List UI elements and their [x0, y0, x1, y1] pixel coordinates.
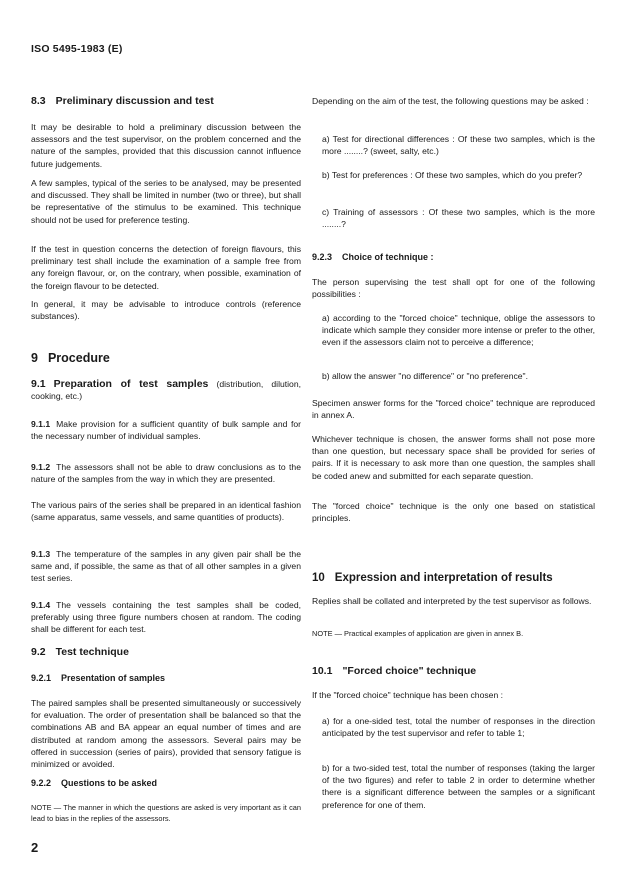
paragraph: If the test in question concerns the detection of foreign flavours, this preliminary test shall include the examination of a sample free from any foreign flavour, or, on the contrary, when possible, examination of the foreign flavour to be detected. [31, 244, 301, 291]
paragraph: The assessors shall not be able to draw conclusions as to the nature of the samples from the way in which they are presented. [31, 462, 301, 485]
section-title: Test technique [55, 646, 129, 658]
section-9-2-3-heading [312, 252, 595, 262]
section-number: 9.2.1 [31, 673, 52, 683]
section-number: 10 [312, 572, 325, 584]
paragraph: Whichever technique is chosen, the answer forms shall not pose more than one question, but necessary space shall be provided for series of pairs. If it is necessary to ask more than one question, the samples shall be coded anew and submitted for each separate question. [312, 434, 595, 481]
list-item: b) Test for preferences : Of these two samples, which do you prefer? [322, 170, 583, 180]
section-10-1-heading [312, 665, 595, 677]
list-item: b) allow the answer "no difference" or "no preference". [322, 371, 528, 381]
paragraph: Specimen answer forms for the "forced choice" technique are reproduced in annex A. [312, 398, 595, 421]
section-10-heading [312, 572, 595, 584]
clause-number: 9.1.2 [31, 462, 51, 472]
list-item: b) for a two-sided test, total the number of responses (taking the larger of the two figures) and refer to table 2 in order to determine whether there is a significant difference between the samples or a significant preference for one of them. [322, 763, 595, 810]
paragraph: The paired samples shall be presented simultaneously or successively for evaluation. The order of presentation shall be balanced so that the combinations AB and BA appear an equal number of times and are distributed at random among the assessors. Several pairs may be offered in succession (series of pairs), provided that sensory fatigue is minimized or avoided. [31, 698, 301, 770]
section-number: 8.3 [31, 95, 46, 107]
clause-number: 9.1.4 [31, 600, 51, 610]
paragraph: A few samples, typical of the series to be analysed, may be presented and discussed. They shall be limited in number (two or three), but shall be representative of the stimulus to be examined. This technique should not be used for preference testing. [31, 178, 301, 225]
section-title: Procedure [47, 351, 110, 365]
section-9-1-heading [31, 378, 301, 402]
section-title: Preliminary discussion and test [55, 95, 214, 107]
page-number: 2 [31, 840, 39, 855]
paragraph: In general, it may be advisable to introduce controls (reference substances). [31, 299, 301, 322]
clause-number: 9.1.3 [31, 549, 51, 559]
section-number: 9 [31, 351, 38, 365]
section-number: 9.2 [31, 646, 46, 658]
section-title: Questions to be asked [61, 778, 158, 788]
paragraph: If the "forced choice" technique has been chosen : [312, 690, 503, 700]
paragraph: It may be desirable to hold a preliminary discussion between the assessors and the test supervisor, on the problem concerned and the nature of the samples, provided that this discussion cannot influence future judgements. [31, 122, 301, 169]
section-title: Expression and interpretation of results [334, 572, 553, 584]
section-number: 9.1 [31, 378, 46, 390]
paragraph: The temperature of the samples in any given pair shall be the same and, if possible, the same as that of all other samples in a given test series. [31, 549, 301, 584]
list-item: c) Training of assessors : Of these two samples, which is the more ........? [322, 207, 595, 230]
section-number: 9.2.2 [31, 778, 52, 788]
section-8-3-heading [31, 95, 301, 107]
section-title: Preparation of test samples [53, 378, 209, 390]
paragraph: The "forced choice" technique is the only one based on statistical principles. [312, 501, 595, 524]
section-number: 10.1 [312, 665, 333, 677]
section-number: 9.2.3 [312, 252, 333, 262]
section-title: Presentation of samples [61, 673, 166, 683]
section-title: "Forced choice" technique [342, 665, 477, 677]
clause-number: 9.1.1 [31, 419, 51, 429]
note: NOTE — Practical examples of application are given in annex B. [312, 629, 524, 638]
list-item: a) for a one-sided test, total the number of responses in the direction anticipated by the test supervisor and refer to table 1; [322, 716, 595, 739]
paragraph: The person supervising the test shall opt for one of the following possibilities : [312, 277, 595, 300]
page-header: ISO 5495-1983 (E) [31, 43, 123, 55]
paragraph: The vessels containing the test samples shall be coded, preferably using three figure numbers chosen at random. The coding shall be different for each test. [31, 600, 301, 635]
paragraph: Make provision for a sufficient quantity of bulk sample and for the necessary number of individual samples. [31, 419, 301, 442]
paragraph: The various pairs of the series shall be prepared in an identical fashion (same apparatus, same vessels, and same quantities of products). [31, 500, 301, 523]
paragraph: Depending on the aim of the test, the following questions may be asked : [312, 96, 589, 106]
list-item: a) Test for directional differences : Of these two samples, which is the more ........? (sweet, salty, etc.) [322, 134, 595, 157]
note: NOTE — The manner in which the questions are asked is very important as it can lead to bias in the replies of the assessors. [31, 803, 301, 823]
section-9-2-2-heading [31, 778, 301, 788]
section-subtitle: (distribution, dilution, cooking, etc.) [31, 379, 302, 402]
section-9-2-1-heading [31, 673, 301, 683]
section-title: Choice of technique : [342, 252, 434, 262]
paragraph: Replies shall be collated and interpreted by the test supervisor as follows. [312, 596, 592, 606]
list-item: a) according to the "forced choice" technique, oblige the assessors to indicate which sample they consider more intense or prefer to the other, even if the assessors claim not to perceive a difference; [322, 313, 595, 348]
section-9-2-heading [31, 646, 301, 658]
section-9-heading [31, 351, 301, 365]
